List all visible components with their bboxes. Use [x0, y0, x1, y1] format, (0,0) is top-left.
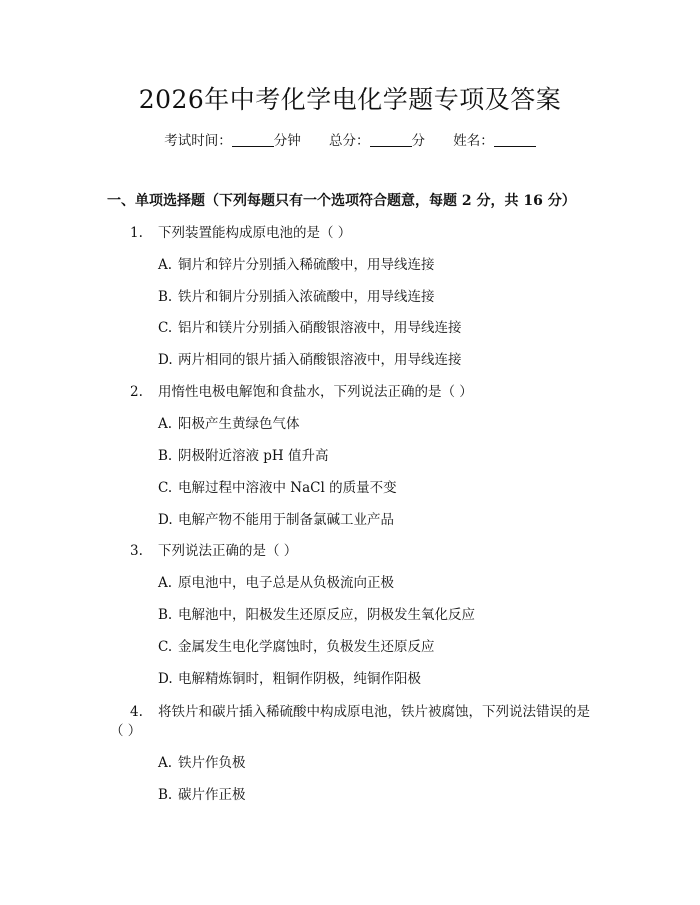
question-number: 2. [130, 384, 143, 400]
option-letter: C. [158, 480, 173, 496]
question-number: 1. [130, 225, 143, 241]
option-2a [158, 414, 300, 434]
option-4a [158, 753, 246, 773]
option-3b [158, 605, 475, 625]
option-letter: B. [158, 448, 173, 464]
page-title: 2026年中考化学电化学题专项及答案 [138, 85, 562, 114]
option-letter: D. [158, 352, 173, 368]
question-text: 下列说法正确的是（ ） [158, 543, 298, 559]
option-letter: B. [158, 289, 173, 305]
option-letter: A. [158, 416, 173, 432]
question-text: 将铁片和碳片插入稀硫酸中构成原电池，铁片被腐蚀，下列说法错误的是 [158, 704, 590, 720]
option-letter: D. [158, 512, 173, 528]
option-letter: C. [158, 639, 173, 655]
question-1 [130, 223, 351, 243]
option-text: 阳极产生黄绿色气体 [178, 416, 300, 432]
option-3d [158, 669, 421, 689]
option-letter: B. [158, 607, 173, 623]
option-1b [158, 287, 435, 307]
option-text: 原电池中，电子总是从负极流向正极 [178, 575, 394, 591]
question-2 [130, 382, 473, 402]
option-text: 铁片和铜片分别插入浓硫酸中，用导线连接 [178, 289, 435, 305]
option-letter: A. [158, 257, 173, 273]
option-1d [158, 350, 462, 370]
section-heading: 一、单项选择题（下列每题只有一个选项符合题意，每题 2 分，共 16 分） [107, 193, 576, 209]
score-blank [370, 133, 412, 147]
option-text: 两片相同的银片插入硝酸银溶液中，用导线连接 [178, 352, 462, 368]
question-4 [130, 702, 590, 722]
option-letter: D. [158, 671, 173, 687]
option-letter: A. [158, 575, 173, 591]
option-2c [158, 478, 397, 498]
option-1c [158, 318, 462, 338]
question-number: 3. [130, 543, 143, 559]
option-4b [158, 785, 246, 805]
option-text: 铁片作负极 [178, 755, 246, 771]
option-text: 阴极附近溶液 pH 值升高 [178, 448, 329, 464]
option-3a [158, 573, 394, 593]
option-text: 电解过程中溶液中 NaCl 的质量不变 [178, 480, 397, 496]
option-text: 铜片和锌片分别插入稀硫酸中，用导线连接 [178, 257, 435, 273]
question-3 [130, 541, 297, 561]
option-letter: A. [158, 755, 173, 771]
score-field [329, 133, 429, 149]
question-text: 下列装置能构成原电池的是（ ） [158, 225, 352, 241]
score-label: 总分： [329, 133, 370, 149]
exam-meta [0, 131, 700, 151]
option-2b [158, 446, 329, 466]
option-text: 电解池中，阳极发生还原反应，阴极发生氧化反应 [178, 607, 475, 623]
option-3c [158, 637, 435, 657]
question-number: 4. [130, 704, 143, 720]
time-unit: 分钟 [273, 133, 301, 149]
name-label: 姓名： [453, 133, 494, 149]
score-unit: 分 [411, 133, 425, 149]
time-blank [232, 133, 274, 147]
option-text: 碳片作正极 [178, 787, 246, 803]
question-4-continuation: （ ） [110, 723, 142, 739]
question-text: 用惰性电极电解饱和食盐水，下列说法正确的是（ ） [158, 384, 473, 400]
option-text: 电解产物不能用于制备氯碱工业产品 [178, 512, 394, 528]
name-blank [494, 133, 536, 147]
option-text: 电解精炼铜时，粗铜作阴极，纯铜作阳极 [178, 671, 421, 687]
option-1a [158, 255, 435, 275]
name-field [453, 133, 536, 149]
option-letter: B. [158, 787, 173, 803]
option-2d [158, 510, 394, 530]
time-label: 考试时间： [164, 133, 232, 149]
option-text: 金属发生电化学腐蚀时，负极发生还原反应 [178, 639, 435, 655]
time-field [164, 133, 305, 149]
option-text: 铝片和镁片分别插入硝酸银溶液中，用导线连接 [178, 320, 462, 336]
option-letter: C. [158, 320, 173, 336]
